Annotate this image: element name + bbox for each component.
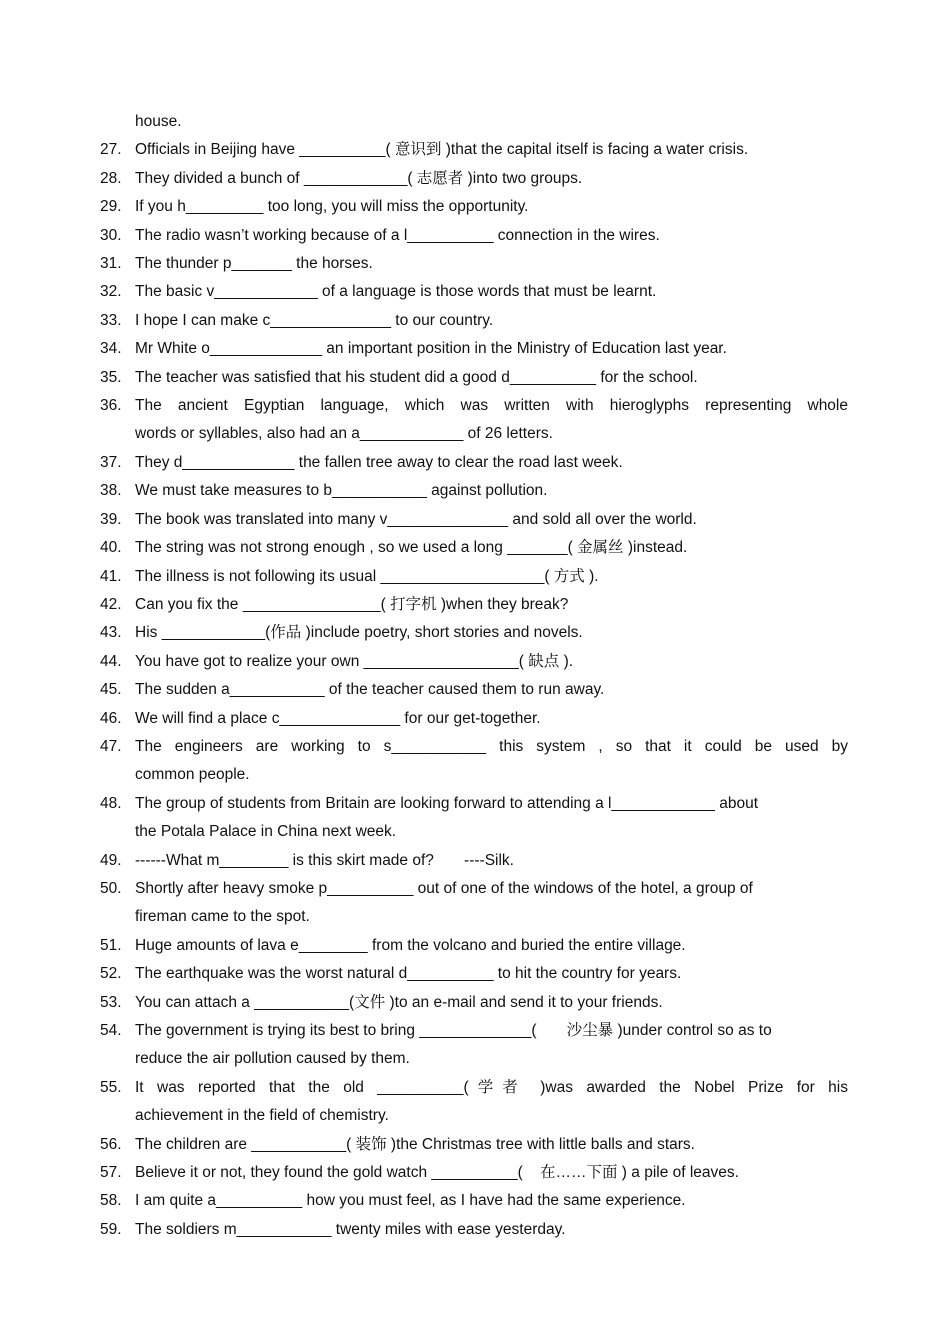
item-text: the Potala Palace in China next week.	[135, 823, 397, 841]
exercise-item	[100, 1017, 848, 1045]
item-number: 59.	[100, 1220, 122, 1238]
exercise-item	[100, 591, 848, 619]
item-text: We will find a place c______________ for our get-together.	[135, 709, 541, 727]
item-number: 52.	[100, 965, 122, 983]
exercise-item	[100, 989, 848, 1017]
item-text: His ____________(作品 )include poetry, short stories and novels.	[135, 624, 583, 642]
item-number: 56.	[100, 1135, 122, 1153]
item-number: 28.	[100, 169, 122, 187]
exercise-item	[100, 278, 848, 306]
item-number: 27.	[100, 141, 122, 159]
item-text: The string was not strong enough , so we used a long _______( 金属丝 )instead.	[135, 539, 688, 557]
exercise-item-continuation	[100, 108, 848, 136]
item-text: Mr White o_____________ an important position in the Ministry of Education last year.	[135, 340, 727, 358]
exercise-item	[100, 1074, 848, 1102]
item-text: The illness is not following its usual ___________________( 方式 ).	[135, 567, 599, 585]
item-text: fireman came to the spot.	[135, 908, 310, 926]
item-text: words or syllables, also had an a____________ of 26 letters.	[135, 425, 553, 443]
item-text: Shortly after heavy smoke p__________ out of one of the windows of the hotel, a group of	[135, 879, 753, 897]
item-text: The children are ___________( 装饰 )the Christmas tree with little balls and stars.	[135, 1135, 695, 1153]
item-number: 54.	[100, 1022, 122, 1039]
exercise-item-continuation	[100, 1102, 848, 1130]
item-number: 34.	[100, 340, 122, 358]
exercise-list	[100, 108, 848, 1244]
item-number: 41.	[100, 567, 122, 585]
exercise-item	[100, 193, 848, 221]
item-text: I hope I can make c______________ to our country.	[135, 311, 494, 329]
item-text: The book was translated into many v______________ and sold all over the world.	[135, 510, 697, 528]
item-text: Believe it or not, they found the gold watch __________( 在……下面 ) a pile of leaves.	[135, 1164, 739, 1182]
item-text: The government is trying its best to bring _____________( 沙尘暴 )under control so as to	[135, 1022, 772, 1039]
exercise-item	[100, 534, 848, 562]
exercise-item	[100, 1131, 848, 1159]
exercise-item	[100, 506, 848, 534]
item-text: It was reported that the old __________(学者 )was awarded the Nobel Prize for his	[135, 1078, 848, 1096]
item-number: 49.	[100, 851, 122, 869]
exercise-item	[100, 932, 848, 960]
exercise-item	[100, 790, 848, 818]
item-text: Can you fix the ________________( 打字机 )when they break?	[135, 595, 569, 613]
exercise-item	[100, 960, 848, 988]
item-number: 31.	[100, 255, 122, 273]
exercise-item	[100, 847, 848, 875]
item-text: The basic v____________ of a language is those words that must be learnt.	[135, 283, 657, 301]
exercise-item	[100, 307, 848, 335]
item-text: Officials in Beijing have __________( 意识到 )that the capital itself is facing a water crisis.	[135, 141, 749, 159]
item-text: The soldiers m___________ twenty miles with ease yesterday.	[135, 1220, 566, 1238]
item-text: You have got to realize your own __________________( 缺点 ).	[135, 652, 574, 670]
exercise-item	[100, 1159, 848, 1187]
item-number: 46.	[100, 709, 122, 727]
item-text: They d_____________ the fallen tree away to clear the road last week.	[135, 453, 623, 471]
exercise-item	[100, 364, 848, 392]
item-number: 55.	[100, 1078, 122, 1096]
item-number: 57.	[100, 1164, 122, 1182]
item-text: We must take measures to b___________ against pollution.	[135, 482, 548, 500]
exercise-item	[100, 165, 848, 193]
item-number: 39.	[100, 510, 122, 528]
item-text: house.	[135, 113, 182, 130]
item-number: 50.	[100, 879, 122, 897]
item-number: 47.	[100, 737, 122, 755]
item-number: 48.	[100, 794, 122, 812]
item-number: 32.	[100, 283, 122, 301]
exercise-item	[100, 1216, 848, 1244]
exercise-item	[100, 477, 848, 505]
exercise-item-continuation	[100, 818, 848, 846]
exercise-item	[100, 705, 848, 733]
exercise-item	[100, 648, 848, 676]
item-text: Huge amounts of lava e________ from the volcano and buried the entire village.	[135, 936, 686, 954]
item-number: 29.	[100, 198, 122, 216]
exercise-item	[100, 392, 848, 420]
exercise-item-continuation	[100, 761, 848, 789]
item-text: The engineers are working to s___________ this system , so that it could be used by	[135, 737, 848, 755]
exercise-item	[100, 250, 848, 278]
item-number: 51.	[100, 936, 122, 954]
item-text: common people.	[135, 766, 250, 784]
item-number: 38.	[100, 482, 122, 500]
item-number: 30.	[100, 226, 122, 244]
exercise-item-continuation	[100, 1045, 848, 1073]
item-number: 37.	[100, 453, 122, 471]
item-text: achievement in the field of chemistry.	[135, 1107, 389, 1125]
item-number: 45.	[100, 681, 122, 699]
exercise-item	[100, 335, 848, 363]
item-number: 35.	[100, 368, 122, 386]
item-text: They divided a bunch of ____________( 志愿者 )into two groups.	[135, 169, 583, 187]
item-number: 42.	[100, 595, 122, 613]
exercise-item-continuation	[100, 903, 848, 931]
item-text: If you h_________ too long, you will miss the opportunity.	[135, 198, 529, 216]
exercise-item	[100, 875, 848, 903]
item-text: The radio wasn’t working because of a l__________ connection in the wires.	[135, 226, 660, 244]
item-number: 43.	[100, 624, 122, 642]
item-text: ------What m________ is this skirt made of? ----Silk.	[135, 851, 514, 869]
exercise-item-continuation	[100, 420, 848, 448]
exercise-item	[100, 222, 848, 250]
item-text: The thunder p_______ the horses.	[135, 255, 373, 273]
exercise-item	[100, 1187, 848, 1215]
exercise-item	[100, 676, 848, 704]
item-number: 36.	[100, 397, 122, 415]
exercise-item	[100, 449, 848, 477]
exercise-item	[100, 733, 848, 761]
item-number: 53.	[100, 993, 122, 1011]
item-number: 33.	[100, 311, 122, 329]
item-text: reduce the air pollution caused by them.	[135, 1050, 410, 1068]
exercise-item	[100, 136, 848, 164]
item-text: The earthquake was the worst natural d__________ to hit the country for years.	[135, 965, 682, 983]
item-text: The teacher was satisfied that his student did a good d__________ for the school.	[135, 368, 698, 386]
item-text: You can attach a ___________(文件 )to an e-mail and send it to your friends.	[135, 993, 663, 1011]
item-text: The ancient Egyptian language, which was written with hieroglyphs representing whole	[135, 397, 848, 415]
exercise-item	[100, 563, 848, 591]
item-number: 44.	[100, 652, 122, 670]
item-number: 40.	[100, 539, 122, 557]
item-text: The sudden a___________ of the teacher caused them to run away.	[135, 681, 605, 699]
exercise-item	[100, 619, 848, 647]
item-text: The group of students from Britain are looking forward to attending a l____________ about	[135, 794, 758, 812]
item-number: 58.	[100, 1192, 122, 1210]
item-text: I am quite a__________ how you must feel, as I have had the same experience.	[135, 1192, 686, 1210]
